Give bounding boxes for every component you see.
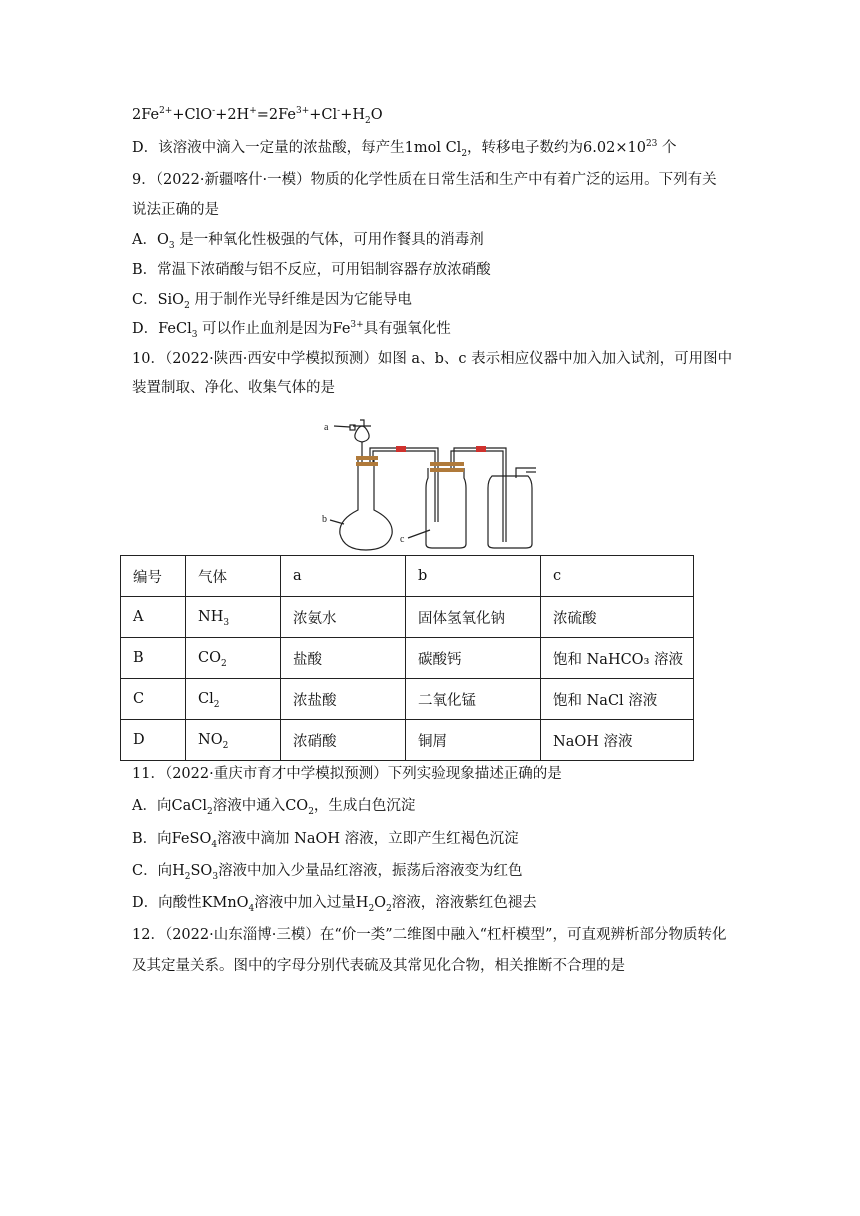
table-cell: 二氧化锰 — [406, 679, 541, 720]
table-cell: 浓硝酸 — [281, 720, 406, 761]
q9-option-b: B．常温下浓硝酸与铝不反应，可用铝制容器存放浓硝酸 — [132, 262, 491, 278]
flask-stopper-bottom — [356, 462, 378, 466]
table-row — [121, 638, 694, 679]
figure-label-a: a — [324, 422, 329, 433]
table-cell: 浓氨水 — [281, 597, 406, 638]
bottle-stopper-bottom — [430, 468, 464, 472]
q11-option-c: C．向$H_2SO_3$溶液中加入少量品红溶液，振荡后溶液变为红色 — [132, 863, 523, 882]
table-row — [121, 597, 694, 638]
table-cell: B — [121, 638, 186, 679]
q12-stem-line1: 12．（2022·山东淄博·三模）在“价一类”二维图中融入“杠杆模型”，可直观辨析部分物质转化 — [132, 927, 727, 943]
q10-stem-line1: 10．（2022·陕西·西安中学模拟预测）如图 a、b、c 表示相应仪器中加入加入试剂，可用图中 — [132, 351, 733, 367]
q8-equation: $2Fe^{2+}+ClO^-+2H^+=2Fe^{3+}+Cl^-+H_2O$ — [132, 106, 383, 126]
table-cell: $CO_2$ — [186, 638, 281, 679]
table-cell: 盐酸 — [281, 638, 406, 679]
table-cell: 浓盐酸 — [281, 679, 406, 720]
table-header: a — [281, 556, 406, 597]
table-header: 气体 — [186, 556, 281, 597]
q8-option-d: D．该溶液中滴入一定量的浓盐酸，每产生1mol $Cl_2$，转移电子数约为$6.02\times 10^{23}$ 个 — [132, 139, 677, 159]
q9-option-c: C．SiO$_2$ 用于制作光导纤维是因为它能导电 — [132, 292, 412, 311]
q10-stem-line2: 装置制取、净化、收集气体的是 — [132, 380, 335, 396]
table-header: 编号 — [121, 556, 186, 597]
q11-option-b: B．向FeSO$_4$溶液中滴加 NaOH 溶液，立即产生红褐色沉淀 — [132, 831, 519, 850]
table-cell: $NH_3$ — [186, 597, 281, 638]
table-cell: NaOH 溶液 — [541, 720, 694, 761]
q9-stem-line2: 说法正确的是 — [132, 202, 219, 218]
figure-label-c: c — [400, 534, 405, 545]
q9-option-a: A．$O_3$ 是一种氧化性极强的气体，可用作餐具的消毒剂 — [132, 232, 484, 251]
gas-apparatus-figure — [320, 412, 550, 552]
figure-label-b: b — [322, 514, 327, 525]
q11-option-d: D．向酸性KMnO$_4$溶液中加入过量$H_2O_2$溶液，溶液紫红色褪去 — [132, 895, 537, 914]
table-header: c — [541, 556, 694, 597]
table-cell: 碳酸钙 — [406, 638, 541, 679]
q11-option-a: A．向CaCl$_2$溶液中通入$CO_2$，生成白色沉淀 — [132, 798, 416, 817]
table-cell: 饱和 NaCl 溶液 — [541, 679, 694, 720]
table-header: b — [406, 556, 541, 597]
table-cell: 固体氢氧化钠 — [406, 597, 541, 638]
table-cell: 浓硫酸 — [541, 597, 694, 638]
tube-clip-1 — [396, 446, 406, 452]
table-cell: 铜屑 — [406, 720, 541, 761]
flask-stopper-top — [356, 456, 378, 460]
table-row — [121, 720, 694, 761]
q9-option-d: D．FeCl$_3$ 可以作止血剂是因为$Fe^{3+}$具有强氧化性 — [132, 320, 451, 340]
table-header-row — [121, 556, 694, 597]
table-cell: $Cl_2$ — [186, 679, 281, 720]
table-cell: A — [121, 597, 186, 638]
q11-stem: 11．（2022·重庆市育才中学模拟预测）下列实验现象描述正确的是 — [132, 766, 562, 782]
q12-stem-line2: 及其定量关系。图中的字母分别代表硫及其常见化合物，相关推断不合理的是 — [132, 958, 625, 974]
table-cell: $NO_2$ — [186, 720, 281, 761]
table-cell: D — [121, 720, 186, 761]
table-cell: C — [121, 679, 186, 720]
reagent-table — [120, 555, 694, 761]
table-cell: 饱和 NaHCO₃ 溶液 — [541, 638, 694, 679]
tube-clip-2 — [476, 446, 486, 452]
table-row — [121, 679, 694, 720]
q9-stem-line1: 9．（2022·新疆喀什·一模）物质的化学性质在日常生活和生产中有着广泛的运用。下列有关 — [132, 172, 717, 188]
bottle-stopper-top — [430, 462, 464, 466]
